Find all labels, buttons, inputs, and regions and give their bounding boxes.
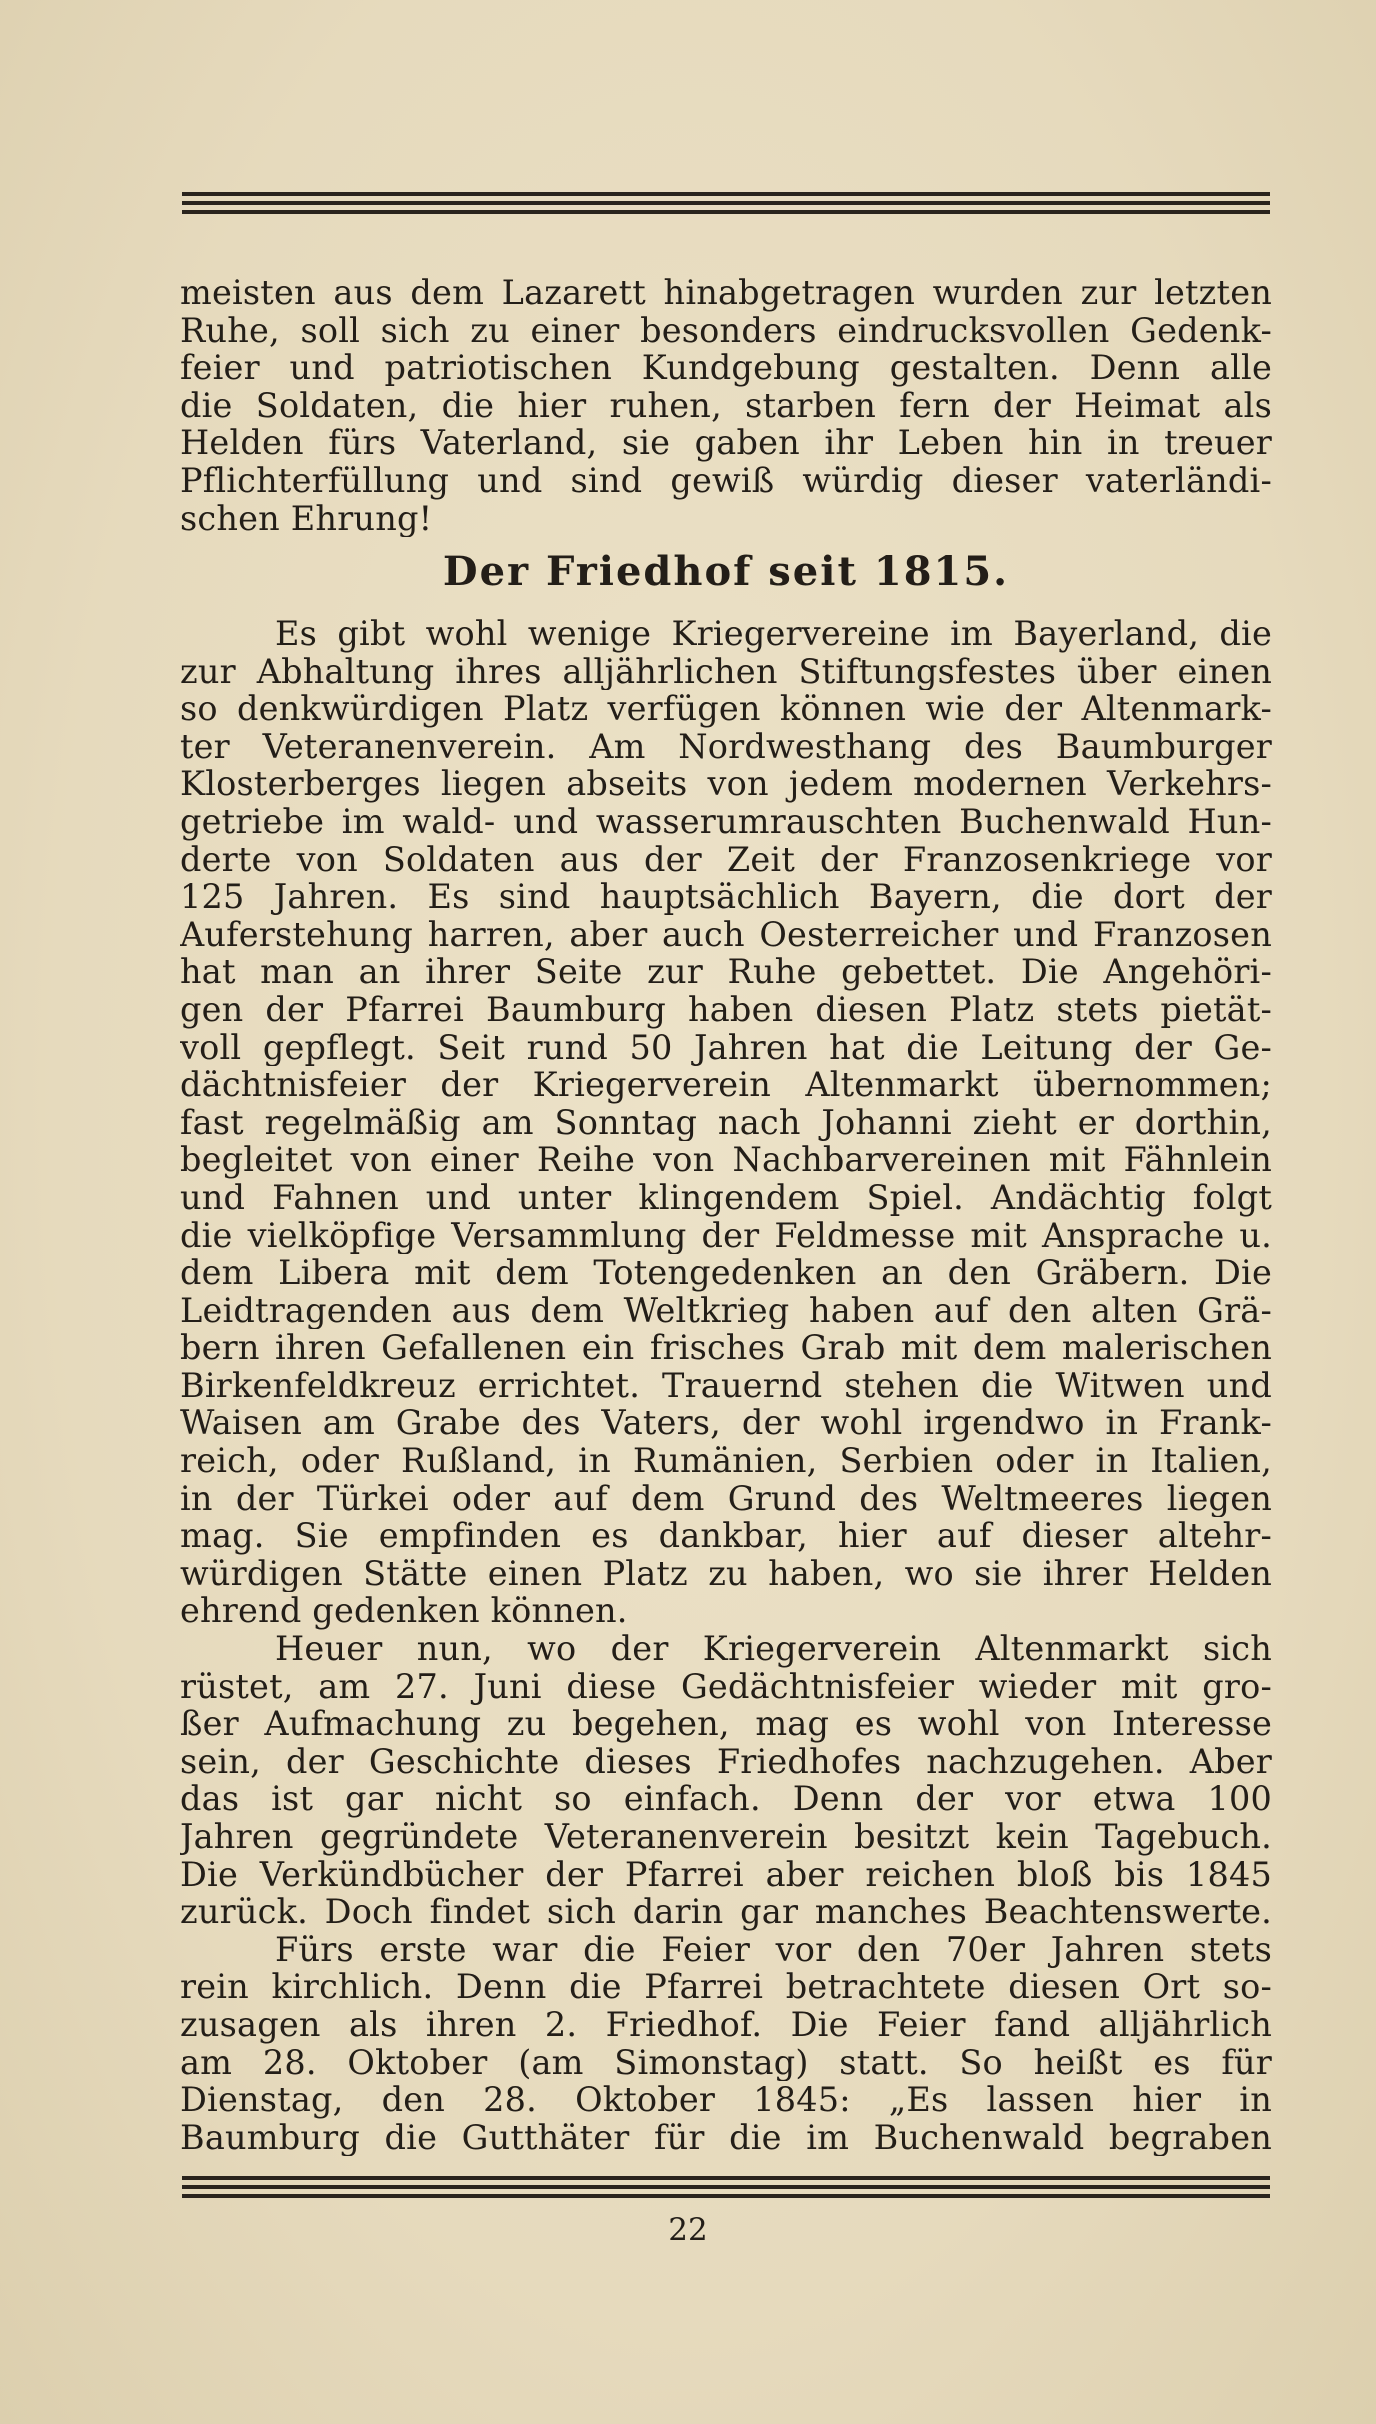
text-line: hat man an ihrer Seite zur Ruhe gebettet. Die Angehöri- xyxy=(180,953,1272,991)
text-line: getriebe im wald- und wasserumrauschten Buchenwald Hun- xyxy=(180,802,1272,841)
text-line: zur Abhaltung ihres alljährlichen Stiftungsfestes über einen xyxy=(180,652,1272,691)
text-line: feier und patriotischen Kundgebung gestalten. Denn alle xyxy=(180,349,1272,387)
intro-paragraph xyxy=(180,274,1272,537)
top-rule xyxy=(182,192,1270,219)
rule-line xyxy=(182,2194,1270,2198)
text-line: bern ihren Gefallenen ein frisches Grab mit dem malerischen xyxy=(180,1329,1272,1367)
text-line: sein, der Geschichte dieses Friedhofes nachzugehen. Aber xyxy=(180,1742,1272,1781)
text-line: würdigen Stätte einen Platz zu haben, wo sie ihrer Helden xyxy=(180,1554,1272,1593)
bottom-rule xyxy=(182,2176,1270,2203)
text-line: dem Libera mit dem Totengedenken an den Gräbern. Die xyxy=(180,1254,1272,1292)
text-line: mag. Sie empfinden es dankbar, hier auf dieser altehr- xyxy=(180,1517,1272,1555)
text-line: so denkwürdigen Platz verfügen können wie der Altenmark- xyxy=(180,690,1272,728)
text-line: fast regelmäßig am Sonntag nach Johanni zieht er dorthin, xyxy=(180,1103,1272,1142)
text-line: zusagen als ihren 2. Friedhof. Die Feier fand alljährlich xyxy=(180,2005,1272,2044)
rule-line xyxy=(182,201,1270,205)
text-line: zurück. Doch findet sich darin gar manches Beachtenswerte. xyxy=(180,1893,1272,1931)
section-body xyxy=(180,615,1272,2156)
text-line: 125 Jahren. Es sind hauptsächlich Bayern, die dort der xyxy=(180,878,1272,916)
text-line: Heuer nun, wo der Kriegerverein Altenmarkt sich xyxy=(275,1630,1272,1668)
rule-line xyxy=(182,192,1270,196)
text-line: Leidtragenden aus dem Weltkrieg haben auf den alten Grä- xyxy=(180,1291,1272,1330)
text-line: begleitet von einer Reihe von Nachbarvereinen mit Fähnlein xyxy=(180,1141,1272,1179)
text-line: voll gepflegt. Seit rund 50 Jahren hat die Leitung der Ge- xyxy=(180,1028,1272,1067)
rule-line xyxy=(182,2185,1270,2189)
text-line: rüstet, am 27. Juni diese Gedächtnisfeier wieder mit gro- xyxy=(180,1667,1272,1706)
text-line: rein kirchlich. Denn die Pfarrei betrachtete diesen Ort so- xyxy=(180,1968,1272,2006)
text-line: Auferstehung harren, aber auch Oesterreicher und Franzosen xyxy=(180,915,1272,954)
text-line: das ist gar nicht so einfach. Denn der vor etwa 100 xyxy=(180,1780,1272,1818)
text-line: gen der Pfarrei Baumburg haben diesen Platz stets pietät- xyxy=(180,990,1272,1029)
text-line: ßer Aufmachung zu begehen, mag es wohl von Interesse xyxy=(180,1705,1272,1743)
text-line: ter Veteranenverein. Am Nordwesthang des Baumburger xyxy=(180,727,1272,766)
rule-line xyxy=(182,210,1270,214)
text-line: Helden fürs Vaterland, sie gaben ihr Leben hin in treuer xyxy=(180,424,1272,462)
text-line: Ruhe, soll sich zu einer besonders eindrucksvollen Gedenk- xyxy=(180,311,1272,350)
text-line: dächtnisfeier der Kriegerverein Altenmarkt übernommen; xyxy=(180,1066,1272,1104)
text-line: Jahren gegründete Veteranenverein besitzt kein Tagebuch. xyxy=(180,1818,1272,1856)
text-line: in der Türkei oder auf dem Grund des Weltmeeres liegen xyxy=(180,1479,1272,1518)
section-heading: Der Friedhof seit 1815. xyxy=(442,548,1010,595)
text-line: Die Verkündbücher der Pfarrei aber reichen bloß bis 1845 xyxy=(180,1855,1272,1894)
text-line: die Soldaten, die hier ruhen, starben fern der Heimat als xyxy=(180,386,1272,425)
text-line: derte von Soldaten aus der Zeit der Franzosenkriege vor xyxy=(180,840,1272,879)
text-line: meisten aus dem Lazarett hinabgetragen wurden zur letzten xyxy=(180,274,1272,312)
text-line: Dienstag, den 28. Oktober 1845: „Es lassen hier in xyxy=(180,2081,1272,2119)
text-line: reich, oder Rußland, in Rumänien, Serbien oder in Italien, xyxy=(180,1442,1272,1480)
text-line: Klosterberges liegen abseits von jedem modernen Verkehrs- xyxy=(180,765,1272,803)
text-line: Fürs erste war die Feier vor den 70er Jahren stets xyxy=(275,1930,1272,1969)
text-line: Waisen am Grabe des Vaters, der wohl irgendwo in Frank- xyxy=(180,1404,1272,1443)
text-line: Pflichterfüllung und sind gewiß würdig dieser vaterländi- xyxy=(180,461,1272,500)
page-number: 22 xyxy=(668,2212,708,2248)
text-line: am 28. Oktober (am Simonstag) statt. So heißt es für xyxy=(180,2043,1272,2082)
text-line: Es gibt wohl wenige Kriegervereine im Bayerland, die xyxy=(275,615,1272,653)
text-line: und Fahnen und unter klingendem Spiel. Andächtig folgt xyxy=(180,1178,1272,1217)
rule-line xyxy=(182,2176,1270,2180)
text-line: die vielköpfige Versammlung der Feldmesse mit Ansprache u. xyxy=(180,1216,1272,1255)
text-line: Baumburg die Gutthäter für die im Buchenwald begraben xyxy=(180,2118,1272,2157)
text-line: ehrend gedenken können. xyxy=(180,1592,628,1631)
text-line: schen Ehrung! xyxy=(180,499,433,538)
text-line: Birkenfeldkreuz errichtet. Trauernd stehen die Witwen und xyxy=(180,1366,1272,1405)
